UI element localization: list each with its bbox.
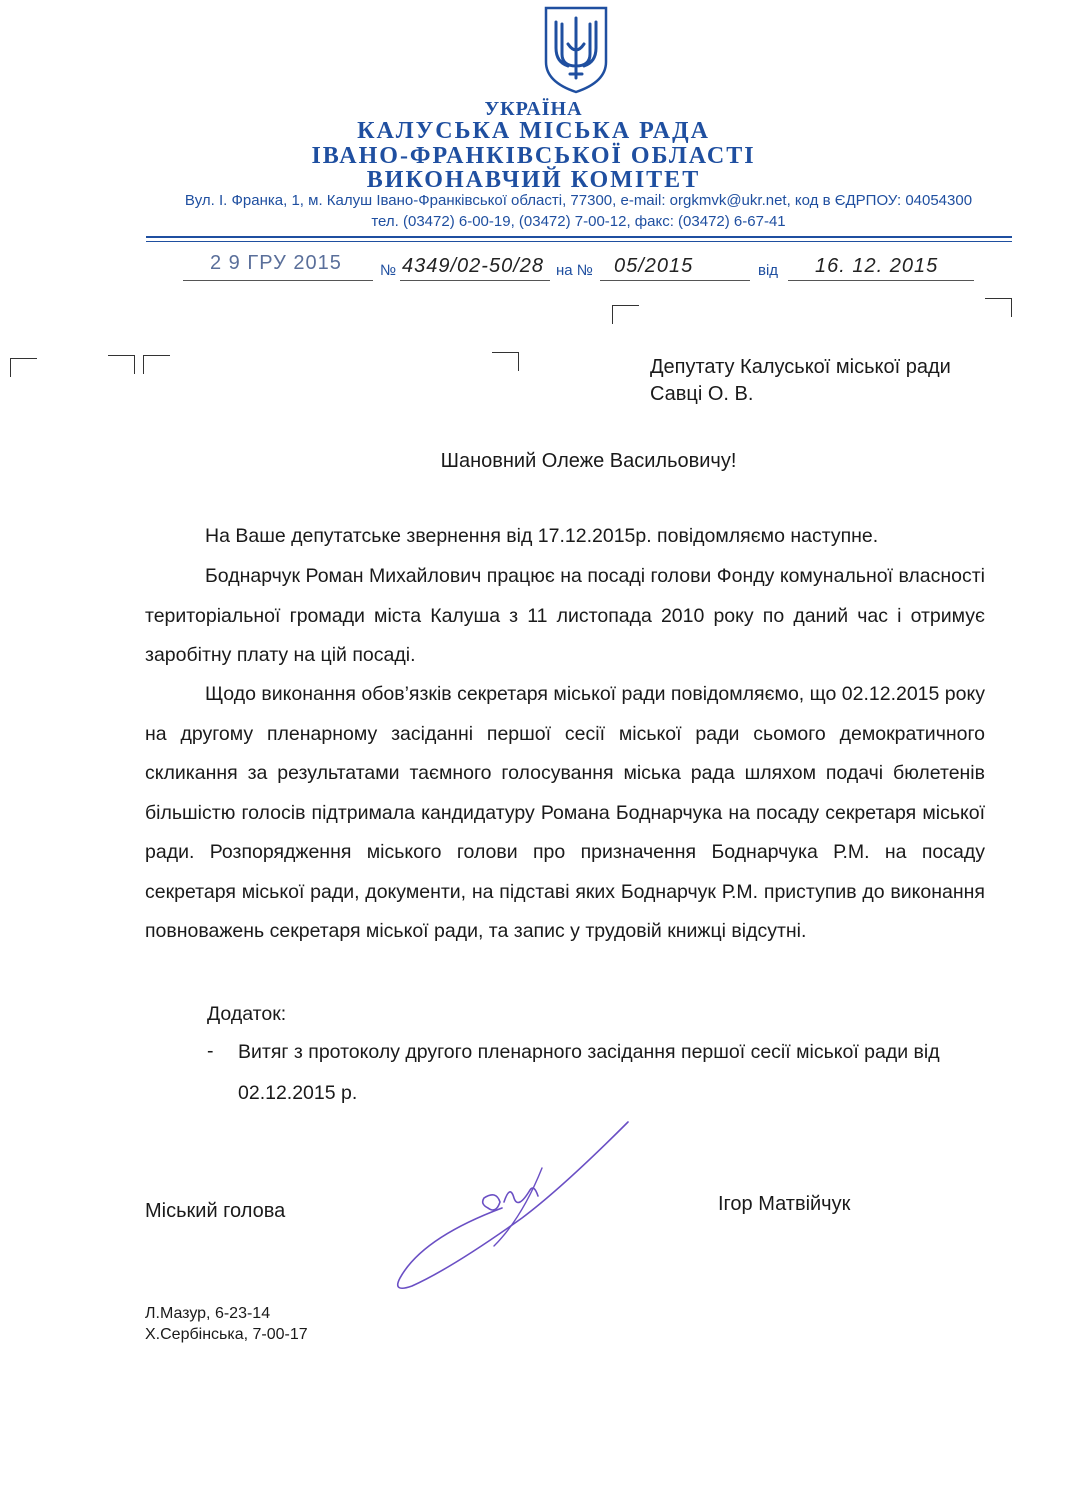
header-divider-thin	[146, 241, 1012, 242]
on-number-underline	[600, 280, 750, 281]
from-underline	[788, 280, 974, 281]
handwritten-signature	[392, 1118, 632, 1298]
signatory-title: Міський голова	[145, 1200, 286, 1222]
committee-heading: ВИКОНАВЧИЙ КОМІТЕТ	[366, 167, 701, 193]
signatory-name: Ігор Матвійчук	[718, 1193, 851, 1215]
addressee-line: Депутату Калуської міської ради	[650, 356, 951, 378]
corner-mark	[108, 355, 135, 374]
on-number-label: на №	[556, 262, 593, 279]
attachment-label: Додаток:	[207, 1003, 287, 1025]
attachment-item: Витяг з протоколу другого пленарного засідання першої сесії міської ради від 02.12.2015 р.	[238, 1041, 940, 1104]
outgoing-number: 4349/02-50/28	[402, 255, 545, 277]
incoming-number: 05/2015	[614, 255, 694, 277]
council-heading: КАЛУСЬКА МІСЬКА РАДА	[357, 118, 710, 144]
corner-mark	[612, 305, 639, 324]
corner-mark	[492, 352, 519, 371]
number-underline	[400, 280, 550, 281]
header-divider	[146, 236, 1012, 238]
executor-line: Л.Мазур, 6-23-14	[145, 1305, 271, 1322]
salutation: Шановний Олеже Васильовичу!	[440, 450, 737, 472]
paragraph-employment-text: Боднарчук Роман Михайлович працює на посаді голови Фонду комунальної власності територіальної громади міста Калуша з 11 листопада 2010 року по даний час і отримує заробітну плату на цій посаді.	[145, 565, 985, 666]
from-label: від	[758, 262, 779, 279]
oblast-heading: ІВАНО-ФРАНКІВСЬКОЇ ОБЛАСТІ	[311, 143, 756, 169]
country-heading: УКРАЇНА	[484, 98, 583, 120]
executor-line: Х.Сербінська, 7-00-17	[145, 1326, 308, 1343]
paragraph-intro	[145, 517, 985, 557]
attachment-dash: -	[207, 1040, 214, 1062]
date-underline	[183, 280, 373, 281]
trident-coat-of-arms-icon	[542, 4, 610, 94]
address-line: Вул. І. Франка, 1, м. Калуш Івано-Франківської області, 77300, e-mail: orgkmvk@ukr.net, код в ЄДРПОУ: 04054300	[184, 192, 973, 209]
addressee-name: Савці О. В.	[650, 383, 754, 405]
phone-line: тел. (03472) 6-00-19, (03472) 7-00-12, факс: (03472) 6-67-41	[371, 213, 786, 230]
corner-mark	[985, 298, 1012, 317]
paragraph-secretary-text: Щодо виконання обов’язків секретаря міської ради повідомляємо, що 02.12.2015 року на другому пленарному засіданні першої сесії міської ради сьомого демократичного скликання за результатами таємного голосування міська рада шляхом подачі бюлетенів більшістю голосів підтримала кандидатуру Романа Боднарчука на посаду секретаря міської ради. Розпорядження міського голови про призначення Боднарчука Р.М. на посаду секретаря міської ради, документи, на підставі яких Боднарчук Р.М. приступив до виконання повноважень секретаря міської ради, та запис у трудовій книжці відсутні.	[145, 683, 985, 942]
corner-mark	[143, 355, 170, 374]
paragraph-secretary	[145, 675, 985, 952]
number-label: №	[380, 262, 397, 279]
corner-mark	[10, 358, 37, 377]
paragraph-employment	[145, 557, 985, 676]
paragraph-intro-text: На Ваше депутатське звернення від 17.12.2015р. повідомляємо наступне.	[205, 525, 879, 547]
incoming-date: 16. 12. 2015	[815, 255, 939, 277]
date-stamp: 2 9 ГРУ 2015	[210, 252, 342, 274]
